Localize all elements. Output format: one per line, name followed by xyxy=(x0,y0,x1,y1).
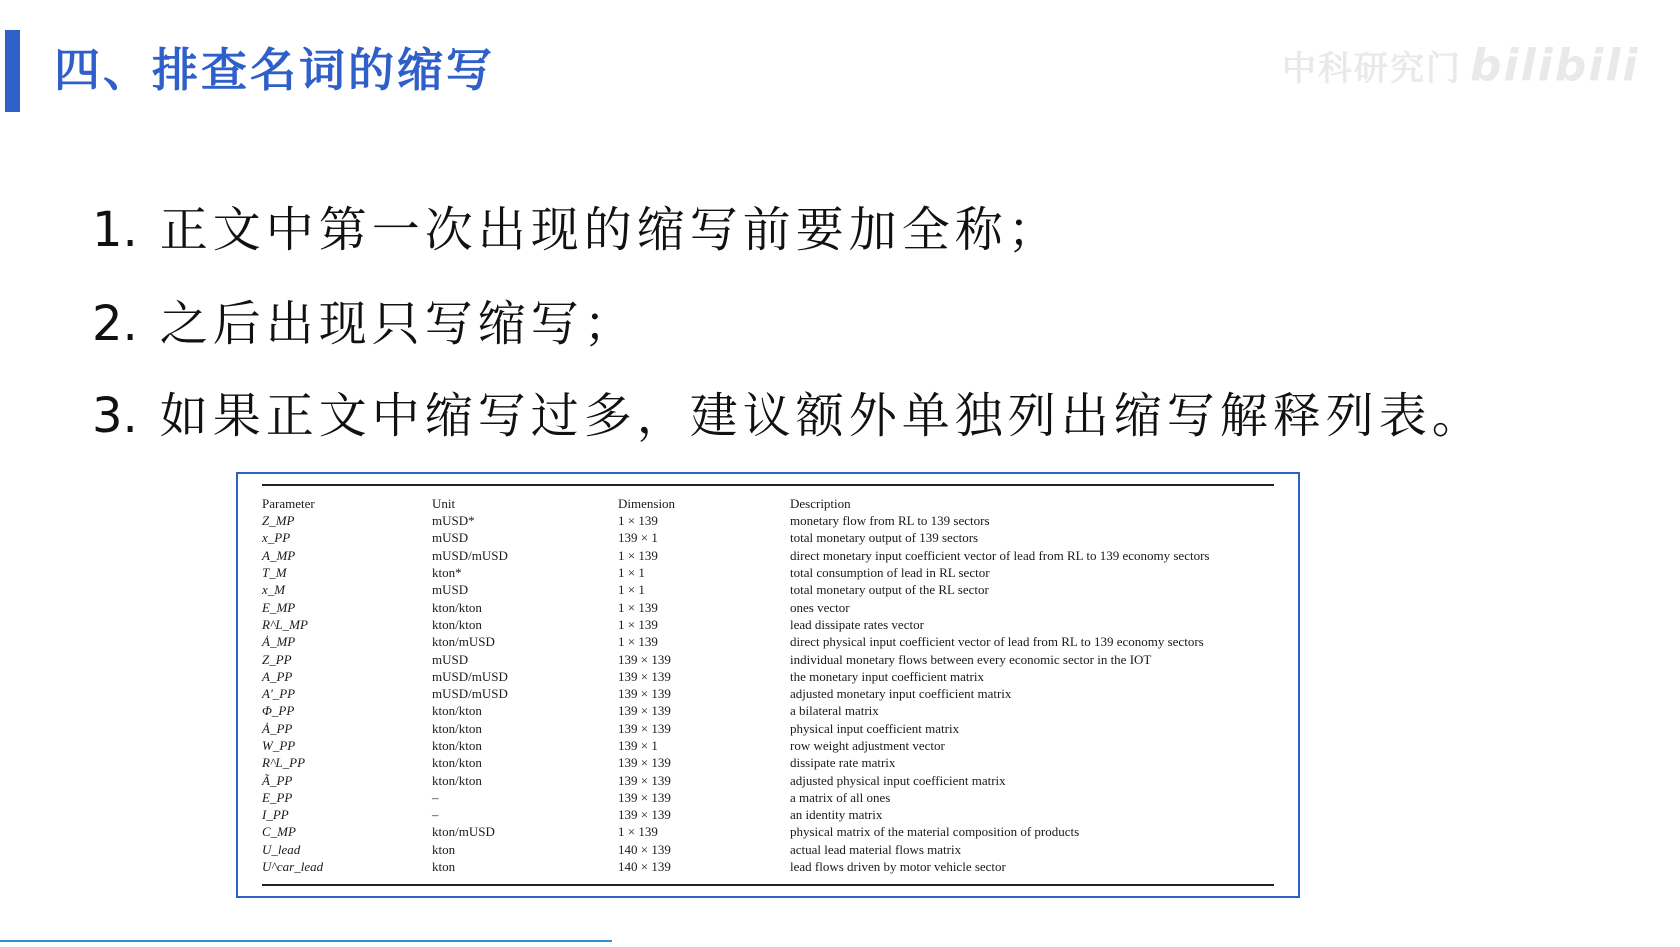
table-row xyxy=(262,771,1274,788)
list-item xyxy=(92,200,1061,260)
list-item-number: 3. xyxy=(92,388,138,444)
param-cell: Ȧ_PP xyxy=(262,720,293,736)
unit-cell: kton* xyxy=(432,565,462,581)
description-cell: total consumption of lead in RL sector xyxy=(790,565,990,581)
param-cell: I_PP xyxy=(262,807,289,823)
unit-cell: – xyxy=(432,789,439,805)
param-cell: Z_MP xyxy=(262,513,295,529)
table-row xyxy=(262,616,1274,633)
header-description: Description xyxy=(790,495,851,511)
description-cell: individual monetary flows between every economic sector in the IOT xyxy=(790,651,1152,667)
description-cell: a bilateral matrix xyxy=(790,703,879,719)
unit-cell: mUSD/mUSD xyxy=(432,686,508,702)
table-row xyxy=(262,702,1274,719)
dimension-cell: 139 × 139 xyxy=(618,755,671,771)
unit-cell: mUSD xyxy=(432,651,469,667)
param-cell: R^L_MP xyxy=(262,616,308,632)
table-row xyxy=(262,512,1274,529)
list-item xyxy=(92,294,637,354)
table-row xyxy=(262,547,1274,564)
table-body xyxy=(262,512,1274,875)
description-cell: direct monetary input coefficient vector of lead from RL to 139 economy sectors xyxy=(790,547,1210,563)
param-cell: U_lead xyxy=(262,841,301,857)
description-cell: total monetary output of 139 sectors xyxy=(790,530,979,546)
param-cell: E_PP xyxy=(262,789,293,805)
description-cell: row weight adjustment vector xyxy=(790,738,945,753)
description-cell: actual lead material flows matrix xyxy=(790,841,962,857)
unit-cell: kton/kton xyxy=(432,703,482,719)
unit-cell: kton/kton xyxy=(432,599,482,615)
table-bottom-rule xyxy=(262,884,1274,886)
dimension-cell: 139 × 139 xyxy=(618,651,671,667)
list-item-number: 1. xyxy=(92,202,138,258)
dimension-cell: 1 × 139 xyxy=(618,547,658,563)
unit-cell: mUSD/mUSD xyxy=(432,668,508,684)
dimension-cell: 139 × 139 xyxy=(618,703,671,719)
table-row xyxy=(262,754,1274,771)
table-row xyxy=(262,598,1274,615)
description-cell: total monetary output of the RL sector xyxy=(790,582,989,598)
description-cell: adjusted physical input coefficient matrix xyxy=(790,772,1006,788)
description-cell: monetary flow from RL to 139 sectors xyxy=(790,513,990,529)
dimension-cell: 139 × 1 xyxy=(618,738,658,753)
description-cell: physical matrix of the material composition of products xyxy=(790,824,1080,840)
watermark-text: 中科研究门 xyxy=(1282,49,1462,89)
dimension-cell: 1 × 139 xyxy=(618,599,658,615)
unit-cell: kton/kton xyxy=(432,720,482,736)
unit-cell: kton/mUSD xyxy=(432,634,495,650)
parameter-table-image xyxy=(236,472,1300,898)
dimension-cell: 139 × 139 xyxy=(618,720,671,736)
title-accent-bar xyxy=(5,30,20,112)
dimension-cell: 139 × 139 xyxy=(618,789,671,805)
list-item xyxy=(92,386,1485,446)
table-row xyxy=(262,685,1274,702)
param-cell: x_PP xyxy=(262,530,291,546)
dimension-cell: 140 × 139 xyxy=(618,859,671,875)
unit-cell: mUSD/mUSD xyxy=(432,547,508,563)
table-row xyxy=(262,720,1274,737)
table-row xyxy=(262,858,1274,875)
param-cell: Φ_PP xyxy=(262,703,295,719)
dimension-cell: 1 × 1 xyxy=(618,582,645,598)
param-cell: E_MP xyxy=(262,599,296,615)
param-cell: W_PP xyxy=(262,738,296,753)
description-cell: a matrix of all ones xyxy=(790,789,891,805)
unit-cell: kton/kton xyxy=(432,772,482,788)
dimension-cell: 1 × 139 xyxy=(618,616,658,632)
param-cell: Z_PP xyxy=(262,651,292,667)
list-item-text: 正文中第一次出现的缩写前要加全称； xyxy=(159,202,1061,258)
description-cell: lead flows driven by motor vehicle sector xyxy=(790,859,1006,875)
list-item-text: 之后出现只写缩写； xyxy=(159,296,637,352)
table-row xyxy=(262,823,1274,840)
param-cell: Ȧ_MP xyxy=(262,634,296,650)
dimension-cell: 140 × 139 xyxy=(618,841,671,857)
description-cell: adjusted monetary input coefficient matrix xyxy=(790,686,1012,702)
table-row xyxy=(262,789,1274,806)
dimension-cell: 139 × 1 xyxy=(618,530,658,546)
description-cell: dissipate rate matrix xyxy=(790,755,896,771)
param-cell: x_M xyxy=(262,582,286,598)
description-cell: an identity matrix xyxy=(790,807,883,823)
unit-cell: kton/kton xyxy=(432,755,482,771)
header-unit: Unit xyxy=(432,495,456,511)
table-row xyxy=(262,529,1274,546)
description-cell: the monetary input coefficient matrix xyxy=(790,668,984,684)
param-cell: R^L_PP xyxy=(262,755,306,771)
unit-cell: mUSD xyxy=(432,582,469,598)
slide-title: 四、排查名词的缩写 xyxy=(54,43,495,97)
bilibili-logo: bilibili xyxy=(1470,40,1640,91)
dimension-cell: 1 × 1 xyxy=(618,565,645,581)
param-cell: A_MP xyxy=(262,547,296,563)
unit-cell: mUSD* xyxy=(432,513,475,529)
unit-cell: kton/mUSD xyxy=(432,824,495,840)
table-row xyxy=(262,841,1274,858)
dimension-cell: 1 × 139 xyxy=(618,824,658,840)
dimension-cell: 139 × 139 xyxy=(618,807,671,823)
param-cell: Ã_PP xyxy=(262,772,293,788)
unit-cell: – xyxy=(432,807,439,823)
unit-cell: kton/kton xyxy=(432,738,482,753)
table-row xyxy=(262,806,1274,823)
table-row xyxy=(262,564,1274,581)
dimension-cell: 1 × 139 xyxy=(618,634,658,650)
dimension-cell: 1 × 139 xyxy=(618,513,658,529)
unit-cell: kton/kton xyxy=(432,616,482,632)
param-cell: T_M xyxy=(262,565,287,581)
table-row xyxy=(262,650,1274,667)
param-cell: A'_PP xyxy=(262,686,296,702)
unit-cell: mUSD xyxy=(432,530,469,546)
dimension-cell: 139 × 139 xyxy=(618,686,671,702)
description-cell: ones vector xyxy=(790,599,850,615)
description-cell: physical input coefficient matrix xyxy=(790,720,960,736)
table-top-rule xyxy=(262,484,1274,486)
table-header-row xyxy=(262,494,1274,512)
description-cell: lead dissipate rates vector xyxy=(790,616,924,632)
param-cell: C_MP xyxy=(262,824,296,840)
description-cell: direct physical input coefficient vector of lead from RL to 139 economy sectors xyxy=(790,634,1204,650)
table-row xyxy=(262,668,1274,685)
param-cell: U^car_lead xyxy=(262,859,324,875)
table-row xyxy=(262,633,1274,650)
list-item-text: 如果正文中缩写过多，建议额外单独列出缩写解释列表。 xyxy=(159,388,1485,444)
unit-cell: kton xyxy=(432,859,456,875)
dimension-cell: 139 × 139 xyxy=(618,668,671,684)
dimension-cell: 139 × 139 xyxy=(618,772,671,788)
footer-divider xyxy=(0,940,612,942)
table-row xyxy=(262,737,1274,754)
table-row xyxy=(262,581,1274,598)
watermark xyxy=(1282,40,1639,91)
param-cell: A_PP xyxy=(262,668,293,684)
unit-cell: kton xyxy=(432,841,456,857)
header-dimension: Dimension xyxy=(618,495,676,511)
parameter-table xyxy=(262,494,1274,875)
list-item-number: 2. xyxy=(92,296,138,352)
header-parameter: Parameter xyxy=(262,495,315,511)
